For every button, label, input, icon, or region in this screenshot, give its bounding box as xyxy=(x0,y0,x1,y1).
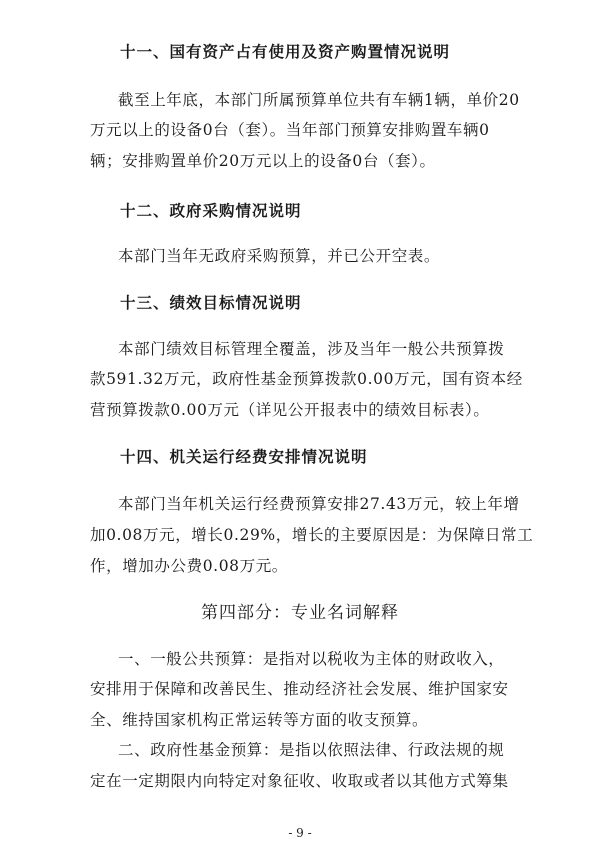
section-13-heading: 十三、绩效目标情况说明 xyxy=(120,294,302,312)
part-4-heading: 第四部分：专业名词解释 xyxy=(201,603,399,623)
section-13-line-3: 营预算拨款0.00万元（详见公开报表中的绩效目标表）。 xyxy=(90,401,490,419)
term-1-line-2: 安排用于保障和改善民生、推动经济社会发展、维护国家安 xyxy=(90,680,509,698)
section-11-line-1: 截至上年底，本部门所属预算单位共有车辆1辆，单价20 xyxy=(118,91,520,109)
section-12-heading: 十二、政府采购情况说明 xyxy=(120,202,302,220)
term-2-line-1: 二、政府性基金预算：是指以依照法律、行政法规的规 xyxy=(118,741,505,759)
section-11-line-2: 万元以上的设备0台（套）。当年部门预算安排购置车辆0 xyxy=(90,121,490,139)
section-14-line-3: 作，增加办公费0.08万元。 xyxy=(90,557,288,575)
section-12-line-1: 本部门当年无政府采购预算，并已公开空表。 xyxy=(118,247,441,265)
term-1-line-1: 一、一般公共预算：是指对以税收为主体的财政收入， xyxy=(118,650,505,668)
section-14-line-2: 加0.08万元，增长0.29%，增长的主要原因是：为保障日常工 xyxy=(90,526,534,544)
term-1-line-3: 全、维持国家机构正常运转等方面的收支预算。 xyxy=(90,711,429,729)
section-13-line-2: 款591.32万元，政府性基金预算拨款0.00万元，国有资本经 xyxy=(90,370,523,388)
section-11-heading: 十一、国有资产占有使用及资产购置情况说明 xyxy=(120,43,451,61)
page-number: - 9 - xyxy=(288,826,312,840)
section-14-line-1: 本部门当年机关运行经费预算安排27.43万元，较上年增 xyxy=(118,495,520,513)
section-11-line-3: 辆；安排购置单价20万元以上的设备0台（套）。 xyxy=(90,152,436,170)
section-14-heading: 十四、机关运行经费安排情况说明 xyxy=(120,448,368,466)
section-13-line-1: 本部门绩效目标管理全覆盖，涉及当年一般公共预算拨 xyxy=(118,340,505,358)
term-2-line-2: 定在一定期限内向特定对象征收、收取或者以其他方式筹集 xyxy=(90,772,509,790)
